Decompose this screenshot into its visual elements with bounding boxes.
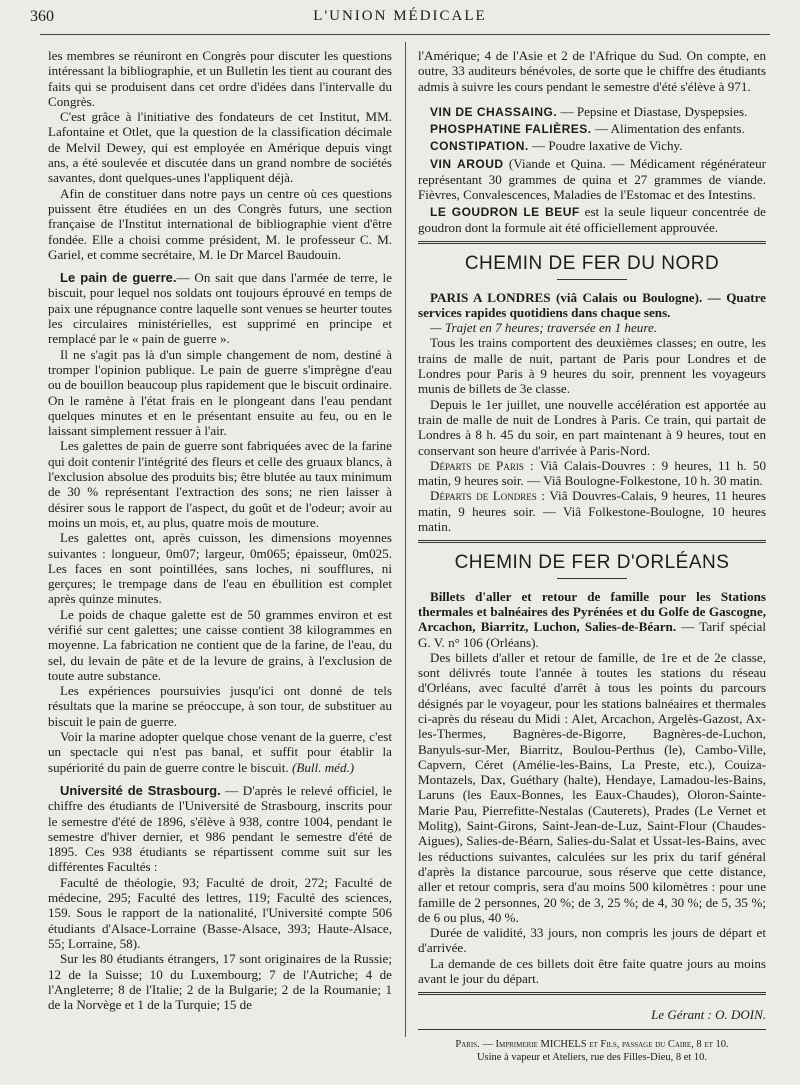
departures-paris — [418, 458, 766, 489]
paragraph: l'Amérique; 4 de l'Asie et 2 de l'Afrique du Sud. On compte, en outre, 33 auditeurs bénévoles, de sorte que le chiffre des étudiants admis à suivre les cours pendant le semestre d'été s'élève à 971. — [418, 48, 766, 94]
ad-name: VIN DE CHASSAING. — [430, 104, 558, 119]
ad-text: est la seule liqueur concentrée de goudron dont la formule ait été officiellement approuvée. — [418, 203, 766, 235]
pain-de-guerre-heading: Le pain de guerre. — [60, 270, 177, 286]
page-number: 360 — [30, 8, 54, 25]
ad-text: — Alimentation des enfants. — [591, 121, 745, 137]
departures-londres — [418, 488, 766, 534]
paragraph: Durée de validité, 33 jours, non compris les jours de départ et d'arrivée. — [418, 925, 766, 956]
ad-text: (Viande et Quina. — Médicament régénérateur représentant 30 grammes de quina et 27 grammes de viande. Fièvres, Convalescences, Maladies de l'Estomac et des Intestins. — [418, 155, 767, 203]
orleans-heading-text: Billets d'aller et retour de famille pour les Stations thermales et balnéaires des Pyrénées et du Golfe de Gascogne, Arcachon, Biarritz, Luchon, Salies-de-Béarn. — [418, 588, 766, 635]
left-column — [48, 48, 392, 1012]
paragraph: Les expériences poursuivies jusqu'ici ont donné de tels résultats que la marine se préoccupe, à son tour, de substituer au biscuit le pain de guerre. — [48, 683, 392, 729]
printer-address: Usine à vapeur et Ateliers, rue des Filles-Dieu, 8 et 10. — [476, 1051, 708, 1063]
paragraph: Faculté de théologie, 93; Faculté de droit, 272; Faculté de médecine, 295; Faculté des lettres, 119; Faculté des sciences, 159. Sous le rapport de la nationalité, l'Université compte 506 étudiants d'Alsace-Lorraine (Basse-Alsace, 393; Haute-Alsace, 55; Lorraine, 58). — [48, 874, 392, 951]
ad-item — [418, 204, 766, 236]
paragraph: Des billets d'aller et retour de famille, de 1re et de 2e classe, sont délivrés toute l'année à toutes les stations du réseau d'Orléans, avec faculté d'arrêt à tous les points du parcours désignés par le voyageur, pour les stations balnéaires et thermales ci-après du réseau du Midi : Alet, Arcachon, Argelès-Gazost, Ax-les-Thermes, Bagnères-de-Bigorre, Bagnères-de-Luchon, Banyuls-sur-Mer, Biarritz, Boulou-Perthus (le), Cambo-Ville, Capvern, Céret (Amélie-les-Bains, La Preste, etc.), Couiza-Montazels, Dax, Guéthary (halte), Hendaye, Lamadou-les-Bains, Laruns (les Eaux-Bonnes, les Eaux-Chaudes), Oloron-Sainte-Marie Pau, Pierrefitte-Nestalas (Cauterets), Prades (Le Vernet et Molitg), Saint-Girons, Saint-Jean-de-Luz, Saint-Flour (Chaudes-Aigues), Salies-de-Béarn, Salies-du-Salat et Ussat-les-Bains, avec les réductions suivantes, calculées sur les prix du tarif général d'après la distance parcourue, sous réserve que cette distance, aller et retour compris, sera d'au moins 500 kilomètres : pour une famille de 2 personnes, 20 %; de 3, 25 %; de 4, 30 %; de 5, 35 %; de 6 ou plus, 40 %. — [418, 649, 766, 925]
departures-text: Viâ Douvres-Calais, 9 heures, 11 heures matin, 9 heures soir. — Viâ Folkestone-Boulogne, 10 heures matin. — [418, 488, 766, 535]
orleans-title: CHEMIN DE FER D'ORLÉANS — [454, 552, 730, 574]
paragraph: Le poids de chaque galette est de 50 grammes environ et est vérifié sur cent galettes; une caisse contient 38 kilogrammes en moyenne. La fabrication ne contient que de la farine, de l'eau, du sel, du levain de pâte et de la levure de grains, à l'exclusion de toute autre substance. — [48, 606, 392, 683]
paragraph-text: — On sait que dans l'armée de terre, le biscuit, pour lequel nos soldats ont toujours éprouvé en temps de paix une répugnance contre laquelle sont venues se heurter toutes les circulaires ministérielles, est supprimé en principe et remplacé par le « pain de guerre ». — [48, 270, 392, 347]
orleans-tarif: — Tarif spécial G. V. n° 106 (Orléans). — [418, 619, 766, 650]
source-citation: (Bull. méd.) — [291, 759, 355, 775]
pain-de-guerre-article — [48, 270, 392, 346]
column-divider — [405, 42, 406, 1037]
ad-name: LE GOUDRON LE BEUF — [430, 204, 580, 219]
paragraph: Les galettes de pain de guerre sont fabriquées avec de la farine qui doit contenir l'intégrité des fleurs et celle des gruaux blancs, à l'exclusion absolue des produits bis; être blutée au taux minimum de 30 % représentant l'extraction des sons; ne rien laisser à désirer sous le rapport de l'aspect, du goût et de l'odeur; avoir au moins un mois, et, au plus, quatre mois de mouture. — [48, 438, 392, 530]
ad-item — [418, 104, 766, 120]
ad-name: CONSTIPATION. — [430, 139, 529, 154]
section-double-rule — [418, 540, 766, 543]
paragraph: La demande de ces billets doit être faite quatre jours au moins avant le jour du départ. — [418, 955, 766, 987]
universite-heading: Université de Strasbourg. — [60, 782, 221, 798]
paragraph: Il ne s'agit pas là d'un simple changement de nom, destiné à tromper l'opinion publique. Le pain de guerre s'imprègne d'eau ou de bouillon beaucoup plus rapidement que le biscuit ordinaire. On le ramène à l'état frais en le plongeant dans l'eau pendant quelques minutes et en le présentant ensuite au feu, ou en le laissant simplement ressuer à l'air. — [48, 346, 392, 439]
advertisements — [418, 104, 766, 235]
right-column — [418, 48, 766, 1064]
orleans-heading — [418, 589, 766, 650]
paragraph: les membres se réuniront en Congrès pour discuter les questions intéressant la bibliographie, et un Bulletin les tient au courant des faits qui se produisent dans cet ordre d'idées dans l'intervalle du Congrès. — [48, 48, 392, 109]
ad-item — [418, 138, 766, 154]
header-rule — [40, 34, 770, 35]
section-double-rule — [418, 992, 766, 995]
title-underline — [557, 578, 627, 579]
footer-rule — [418, 1029, 766, 1030]
paragraph-text: Voir la marine adopter quelque chose venant de la guerre, c'est un spectacle qui n'est pas banal, et suffit pour établir la supériorité du pain de guerre contre le biscuit. — [48, 729, 392, 775]
ad-item — [418, 121, 766, 137]
paragraph — [48, 729, 392, 775]
departures-text: Viâ Calais-Douvres : 9 heures, 11 h. 50 matin, 9 heures soir. — Viâ Boulogne-Folkestone, 10 h. 30 matin. — [418, 457, 766, 489]
nord-title: CHEMIN DE FER DU NORD — [464, 253, 720, 275]
title-underline — [557, 279, 627, 280]
universite-article — [48, 783, 392, 875]
ad-item — [418, 156, 766, 203]
departures-label: Départs de Londres : — [430, 488, 546, 504]
departures-label: Départs de Paris : — [430, 457, 534, 473]
paragraph: Depuis le 1er juillet, une nouvelle accélération est apportée au train de malle de nuit de Londres à Paris. Ce train, qui partait de Londres à 8 h. 45 du soir, en part maintenant à 9 heures, tout en conservant son heure d'arrivée à Paris-Nord. — [418, 396, 766, 458]
printer-line: Paris. — Imprimerie MICHELS et Fils, passage du Caire, 8 et 10. — [455, 1038, 729, 1050]
nord-subheading: — Trajet en 7 heures; traversée en 1 heure. — [430, 320, 658, 336]
journal-title: L'UNION MÉDICALE — [313, 8, 487, 24]
ad-text: — Poudre laxative de Vichy. — [528, 138, 683, 154]
paragraph: Afin de constituer dans notre pays un centre où ces questions puissent être étudiées en un des Congrès futurs, une section française de l'Institut international de bibliographie vient d'être fondée. Elle a choisi comme président, M. le professeur C. M. Gariel, et comme secrétaire, M. le Dr Marcel Baudouin. — [48, 185, 392, 262]
nord-heading: PARIS A LONDRES (viâ Calais ou Boulogne). — Quatre services rapides quotidiens dans chaque sens. — [418, 289, 766, 320]
ad-name: VIN AROUD — [430, 156, 504, 171]
ad-text: — Pepsine et Diastase, Dyspepsies. — [557, 103, 748, 119]
paragraph: Tous les trains comportent des deuxièmes classes; en outre, les trains de malle de nuit, partant de Paris pour Londres et de Londres pour Paris à 9 heures du soir, prennent les voyageurs munis de billets de 3e classe. — [418, 335, 766, 397]
paragraph: Sur les 80 étudiants étrangers, 17 sont originaires de la Russie; 12 de la Suisse; 10 du Luxembourg; 7 de l'Autriche; 4 de l'Angleterre; 8 de l'Italie; 2 de la Bulgarie; 2 de la Roumanie; 1 de la Norvège et 1 de la Turquie; 15 de — [48, 951, 392, 1013]
paragraph: C'est grâce à l'initiative des fondateurs de cet Institut, MM. Lafontaine et Otlet, que la question de la classification décimale de Melvil Dewey, qui est employée en Amérique depuis vingt ans, a été soulevée et discutée dans un grand nombre de sociétés savantes, dont quelques-unes l'appliquent déjà. — [48, 109, 392, 186]
section-double-rule — [418, 241, 766, 244]
ad-name: PHOSPHATINE FALIÈRES. — [430, 122, 592, 137]
paragraph-text: — D'après le relevé officiel, le chiffre des étudiants de l'Université de Strasbourg, inscrits pour le semestre d'été de 1896, s'élève à 938, contre 1004, pendant le semestre d'hiver dernier, et 986 pendant le semestre d'été de 1895. Ces 938 étudiants se répartissent comme suit sur les différentes Facultés : — [48, 782, 392, 875]
gerant-signature: Le Gérant : O. DOIN. — [651, 1007, 766, 1023]
page-header — [30, 8, 770, 30]
paragraph: Les galettes ont, après cuisson, les dimensions moyennes suivantes : longueur, 0m07; largeur, 0m065; épaisseur, 0m025. Les faces en sont pointillées, sans loches, ni soufflures, ni gerçures; le trempage dans de l'eau en ébullition est complet après quinze minutes. — [48, 530, 392, 607]
